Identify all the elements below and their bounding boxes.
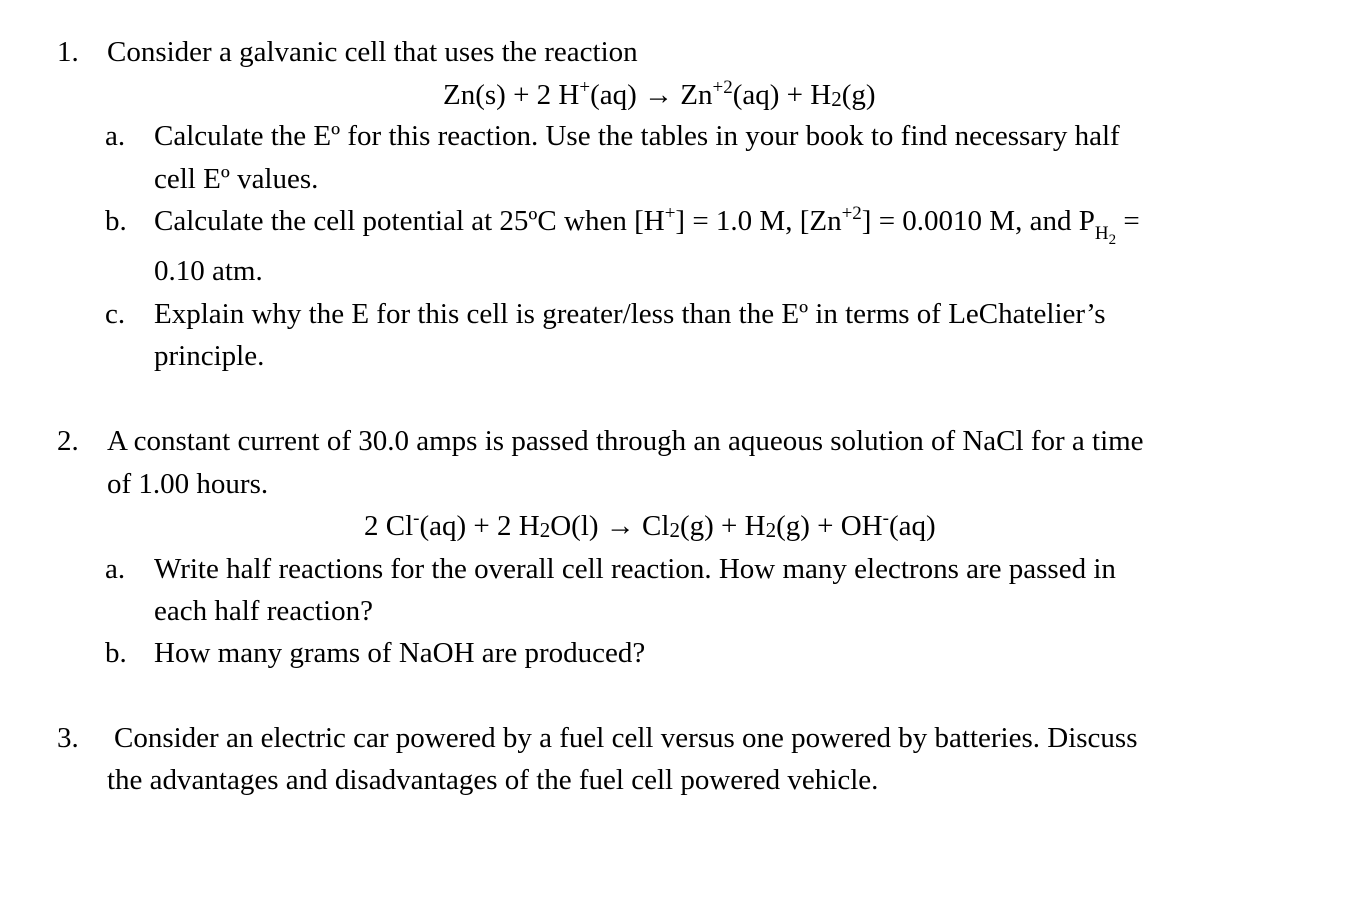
part-label: b. <box>105 205 127 237</box>
part-text: each half reaction? <box>154 595 373 627</box>
question-text: A constant current of 30.0 amps is passed through an aqueous solution of NaCl for a time <box>107 425 1144 457</box>
question-text: of 1.00 hours. <box>107 468 269 500</box>
question-number: 2. <box>57 425 79 457</box>
question-text: the advantages and disadvantages of the fuel cell powered vehicle. <box>107 764 879 796</box>
part-text: How many grams of NaOH are produced? <box>154 637 646 669</box>
part-label: b. <box>105 637 127 669</box>
part-text: Explain why the E for this cell is greater/less than the Eº in terms of LeChatelier’s <box>154 298 1106 330</box>
question-number: 3. <box>57 722 79 754</box>
part-text: 0.10 atm. <box>154 255 263 287</box>
reaction-equation: 2 Cl-(aq) + 2 H2O(l) → Cl2(g) + H2(g) + OH-(aq) <box>364 508 936 542</box>
part-text: Write half reactions for the overall cell reaction. How many electrons are passed in <box>154 553 1116 585</box>
question-text: Consider an electric car powered by a fuel cell versus one powered by batteries. Discuss <box>114 722 1138 754</box>
part-text: principle. <box>154 340 265 372</box>
part-text: cell Eº values. <box>154 163 319 195</box>
part-label: c. <box>105 298 126 330</box>
question-text: Consider a galvanic cell that uses the reaction <box>107 36 638 68</box>
part-text: Calculate the cell potential at 25ºC when [H+] = 1.0 M, $[Zn^{+2}] = 0.0010$ M, and $P_{H_2}$ = <box>154 203 1140 248</box>
part-text: Calculate the Eº for this reaction. Use the tables in your book to find necessary half <box>154 120 1120 152</box>
reaction-equation: Zn(s) + 2 $H^+(aq) \to Zn^{+2}(aq) + H2(g)$ <box>443 77 876 111</box>
question-number: 1. <box>57 36 79 68</box>
part-label: a. <box>105 553 126 585</box>
part-label: a. <box>105 120 126 152</box>
